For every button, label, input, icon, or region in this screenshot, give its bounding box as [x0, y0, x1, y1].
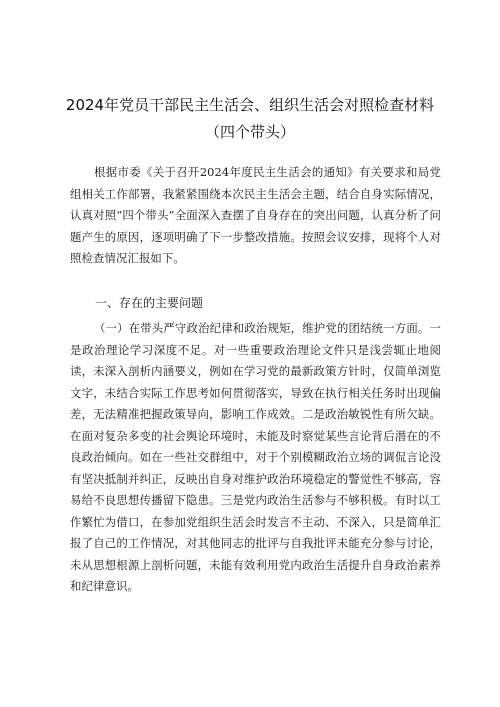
intro-text: 根据市委《关于召开2024年度民主生活会的通知》有关要求和局党组相关工作部署，我紧紧围绕本次民主生活会主题，结合自身实际情况，认真对照“四个带头”全面深入查摆了自身存在的突出问题，认真分析了问题产生的原因，逐项明确了下一步整改措施。按照会议安排，现将个人对照检查情况汇报如下。	[70, 165, 441, 265]
section-heading: 一、存在的主要问题	[95, 296, 204, 310]
section-text: （一）在带头严守政治纪律和政治规矩，维护党的团结统一方面。一是政治理论学习深度不足。对一些重要政治理论文件只是浅尝辄止地阅读，未深入剖析内涵要义，例如在学习党的最新政策方针时，仅简单浏览文字，未结合实际工作思考如何贯彻落实，导致在执行相关任务时出现偏差，无法精准把握政策导向，影响工作成效。二是政治敏锐性有所欠缺。在面对复杂多变的社会舆论环境时，未能及时察觉某些言论背后潜在的不良政治倾向。如在一些社交群组中，对于个别模糊政治立场的调侃言论没有坚决抵制并纠正，反映出自身对维护政治环境稳定的警觉性不够高，容易给不良思想传播留下隐患。三是党内政治生活参与不够积极。有时以工作繁忙为借口，在参加党组织生活会时发言不主动、不深入，只是简单汇报了自己的工作情况，对其他同志的批评与自我批评未能充分参与讨论，未从思想根源上剖析问题，未能有效利用党内政治生活提升自身政治素养和纪律意识。	[70, 321, 441, 593]
section-paragraph	[70, 318, 441, 598]
document-title: 2024年党员干部民主生活会、组织生活会对照检查材料	[65, 96, 435, 114]
document-subtitle: （四个带头）	[204, 123, 295, 141]
intro-paragraph	[70, 162, 441, 270]
